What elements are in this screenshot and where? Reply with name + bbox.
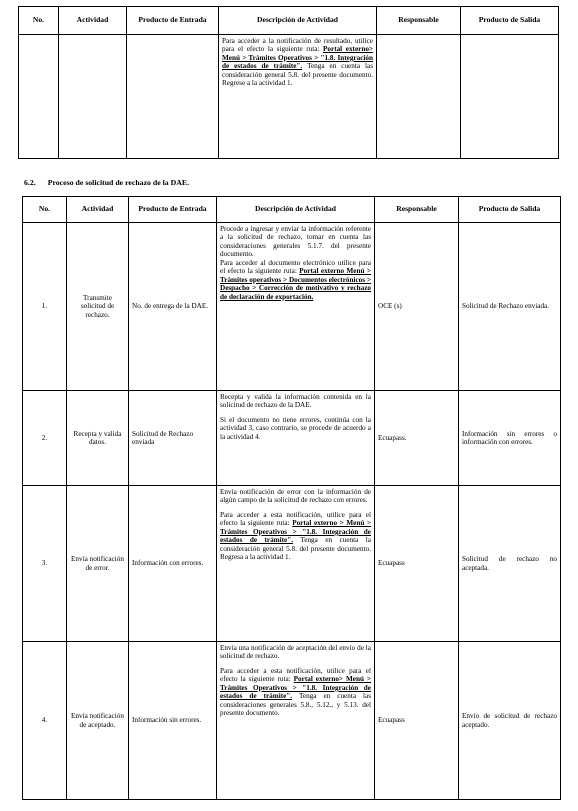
cell-entrada [127,35,219,159]
cell-responsable: Ecuapass [375,642,459,800]
table-row [23,486,561,642]
route-link: Portal externo > Menú > Trámites Operativos > "1.8. Integración de estados de trámite". [220,519,371,545]
desc-text: Para acceder a esta notificación, utilice para el efecto la siguiente ruta: [220,666,371,684]
header-no: No. [23,197,67,223]
desc-text: Tenga en cuenta las consideraciones generales 5.8., 5.12., y 5.13. del presente documento. [220,692,372,718]
cell-no [19,35,59,159]
header-actividad: Actividad [67,197,129,223]
desc-text: Para acceder al documento electrónico utilice para el efecto la siguiente ruta: [220,258,371,276]
desc-text: Para acceder a la notificación de resultado, utilice para el efecto la siguiente ruta: [222,37,373,54]
cell-responsable [377,35,461,159]
desc-text: Tenga en cuenta la consideración general 5.8. del presente documento. Regresa a la actividad 1. [220,536,371,562]
desc-text: Para acceder a esta notificación, utilice para el efecto la siguiente ruta: [220,510,371,528]
header-no: No. [19,7,59,35]
table-row [23,642,561,800]
cell-no: 4. [23,642,67,800]
header-responsable: Responsable [375,197,459,223]
table-row [19,35,559,159]
header-salida: Producto de Salida [459,197,561,223]
cell-salida: Envío de solicitud de rechazo aceptado. [459,642,561,800]
cell-no: 3. [23,486,67,642]
cell-actividad: Envía notificación de error. [67,486,129,642]
header-entrada: Producto de Entrada [129,197,217,223]
cell-descripcion [217,223,375,391]
previous-process-table [18,6,559,159]
cell-descripcion [219,35,377,159]
cell-entrada: Solicitud de Rechazo enviada [129,391,217,486]
desc-paragraph: Envía notificación de error con la información de algún campo de la solicitud de rechazo con errores. [220,488,371,505]
desc-paragraph [220,667,371,718]
desc-text: Tenga en cuenta las consideración general 5.8. del presente documento. Regrese a la actividad 1. [222,62,373,88]
route-link: Portal externo Menú > Trámites operativos > Documentos electrónicos > Despacho > Corrección de motivativo y rechazo de declaración de exportación. [220,267,372,301]
cell-entrada: Información con errores. [129,486,217,642]
section-number: 6.2. [24,178,36,187]
cell-responsable: Ecuapass. [375,391,459,486]
cell-actividad: Recepta y valida datos. [67,391,129,486]
cell-entrada: Información sin errores. [129,642,217,800]
cell-entrada: No. de entrega de la DAE. [129,223,217,391]
desc-paragraph: Si el documento no tiene errores, continúa con la actividad 3, caso contrario, se procede de acuerdo a la actividad 4. [220,415,371,441]
route-link: Portal externo> Menú > Trámites Operativos > "1.8. Integración de estados de trámite". [222,45,374,71]
desc-paragraph [220,511,371,562]
cell-salida: Solicitud de rechazo no aceptada. [459,486,561,642]
cell-responsable: Ecuapass [375,486,459,642]
desc-paragraph: Recepta y valida la información contenida en la solicitud de rechazo de la DAE. [220,393,371,410]
desc-paragraph: Procede a ingresar y enviar la información referente a la solicitud de rechazo, tomar en cuenta las consideraciones generales 5.1.7. del presente documento. [220,225,371,259]
header-descripcion: Descripción de Actividad [217,197,375,223]
header-actividad: Actividad [59,7,127,35]
desc-paragraph: Envía una notificación de aceptación del envío de la solicitud de rechazo. [220,644,371,661]
cell-descripcion [217,642,375,800]
header-responsable: Responsable [377,7,461,35]
cell-actividad [59,35,127,159]
cell-responsable: OCE (s) [375,223,459,391]
cell-descripcion [217,391,375,486]
cell-no: 1. [23,223,67,391]
cell-actividad: Envía notificación de aceptado. [67,642,129,800]
cell-salida [461,35,559,159]
desc-paragraph [220,259,371,301]
cell-salida: Solicitud de Rechazo enviada. [459,223,561,391]
header-descripcion: Descripción de Actividad [219,7,377,35]
header-row [23,197,561,223]
route-link: Portal externo> Menú > Trámites Operativos > "1.8. Integración de estados de trámite". [220,675,371,701]
table-row [23,391,561,486]
rejection-process-table [22,196,561,800]
cell-actividad: Transmite solicitud de rechazo. [67,223,129,391]
cell-descripcion [217,486,375,642]
header-row [19,7,559,35]
header-entrada: Producto de Entrada [127,7,219,35]
header-salida: Producto de Salida [461,7,559,35]
section-title: Proceso de solicitud de rechazo de la DAE. [47,178,190,187]
cell-no: 2. [23,391,67,486]
table-row [23,223,561,391]
section-heading [24,178,201,187]
cell-salida: Información sin errores o información con errores. [459,391,561,486]
